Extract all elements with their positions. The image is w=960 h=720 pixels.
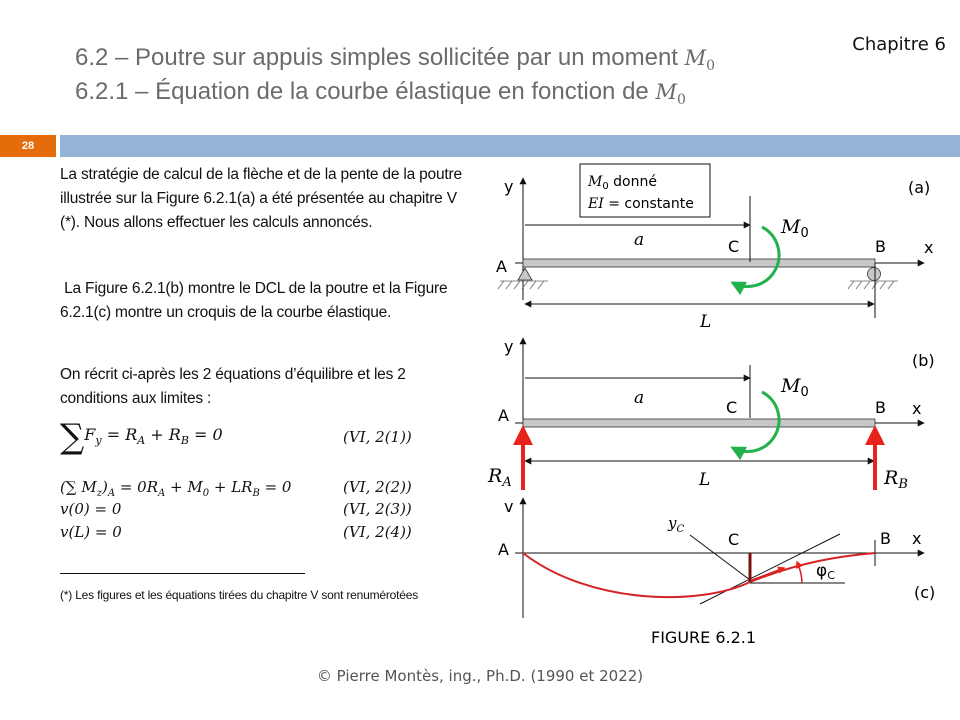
label-phiC: φC	[816, 561, 835, 582]
beam-a	[523, 259, 875, 267]
figure-part-c	[498, 497, 935, 618]
label-C-a: C	[728, 237, 740, 256]
roller-support-icon	[868, 268, 881, 281]
equation-ref-4: (VI, 2(4))	[343, 523, 412, 541]
label-yC: $y_C$	[668, 514, 685, 535]
footnote-separator	[60, 573, 305, 574]
label-a-a: a	[634, 230, 645, 250]
beam-b	[523, 419, 875, 427]
figure-part-a	[496, 164, 933, 332]
title-moment-symbol-2: $M_0$	[655, 80, 686, 109]
label-B-a: B	[875, 237, 886, 256]
chapter-label: Chapitre 6	[852, 34, 946, 55]
label-a-b: a	[634, 388, 645, 408]
equation-bc-v0: v(0) = 0	[60, 500, 122, 518]
label-A-b: A	[498, 406, 509, 425]
label-L-b: L	[699, 470, 711, 490]
label-A-c: A	[498, 540, 509, 559]
svg-text:EI = constante: EI = constante	[588, 196, 694, 212]
copyright: © Pierre Montès, ing., Ph.D. (1990 et 2022)	[316, 667, 644, 685]
moment-arrow-a	[733, 227, 779, 287]
equation-sum-forces: $\sum F_y = R_A + R_B = 0$	[60, 417, 223, 457]
paragraph-equations-intro: On récrit ci-après les 2 équations d’équilibre et les 2 conditions aux limites :	[60, 366, 406, 407]
tag-b: (b)	[912, 351, 935, 370]
label-RA: $R_A$	[488, 465, 512, 490]
slide-title-line2: 6.2.1 – Équation de la courbe élastique en fonction de $M_0$	[75, 78, 686, 109]
label-x-c: x	[912, 529, 922, 548]
figure-caption: FIGURE 6.2.1	[651, 628, 757, 647]
pointer-line-yC	[690, 535, 750, 580]
label-M0-b: $M_0$	[781, 375, 809, 400]
paragraph-figure-description: La Figure 6.2.1(b) montre le DCL de la poutre et la Figure 6.2.1(c) montre un croquis de la courbe élastique.	[60, 280, 452, 321]
figure-6-2-1	[480, 160, 950, 660]
footnote: (*) Les figures et les équations tirées du chapitre V sont renumérotées	[60, 588, 418, 602]
page-number: 28	[0, 135, 56, 157]
tag-c: (c)	[914, 583, 936, 602]
label-RB: $R_B$	[884, 467, 908, 492]
equation-ref-1: (VI, 2(1))	[343, 428, 412, 446]
equation-sum-moments: (∑ $M_z)_A = 0R_A + M_0 + LR_B = 0$	[60, 478, 292, 499]
equation-ref-2: (VI, 2(2))	[343, 478, 412, 496]
equation-ref-3: (VI, 2(3))	[343, 500, 412, 518]
label-C-b: C	[726, 398, 738, 417]
label-y-b: y	[504, 337, 514, 356]
label-M0-a: $M_0$	[781, 216, 809, 241]
label-x-a: x	[924, 238, 934, 257]
label-B-b: B	[875, 398, 886, 417]
label-A-a: A	[496, 257, 507, 276]
slide-title-line1: 6.2 – Poutre sur appuis simples sollicitée par un moment $M_0$	[75, 44, 716, 75]
header-bar	[60, 135, 960, 157]
figure-part-b	[487, 337, 935, 492]
tag-a: (a)	[908, 178, 931, 197]
label-L-a: L	[700, 312, 712, 332]
equation-bc-vL: v(L) = 0	[60, 523, 122, 541]
svg-text:M0 donné: $M_0$ donné	[588, 174, 657, 192]
label-v-c: v	[504, 497, 514, 516]
label-x-b: x	[912, 399, 922, 418]
paragraph-strategy: La stratégie de calcul de la flèche et de la pente de la poutre illustrée sur la Figure 6.2.1(a) a été présentée au chapitre V (*). Nous allons effectuer les calculs annoncés.	[60, 166, 462, 231]
label-y-a: y	[504, 177, 514, 196]
pin-support-icon	[518, 268, 532, 280]
label-B-c: B	[880, 529, 891, 548]
title-moment-symbol: $M_0$	[684, 46, 716, 75]
label-C-c: C	[728, 530, 740, 549]
